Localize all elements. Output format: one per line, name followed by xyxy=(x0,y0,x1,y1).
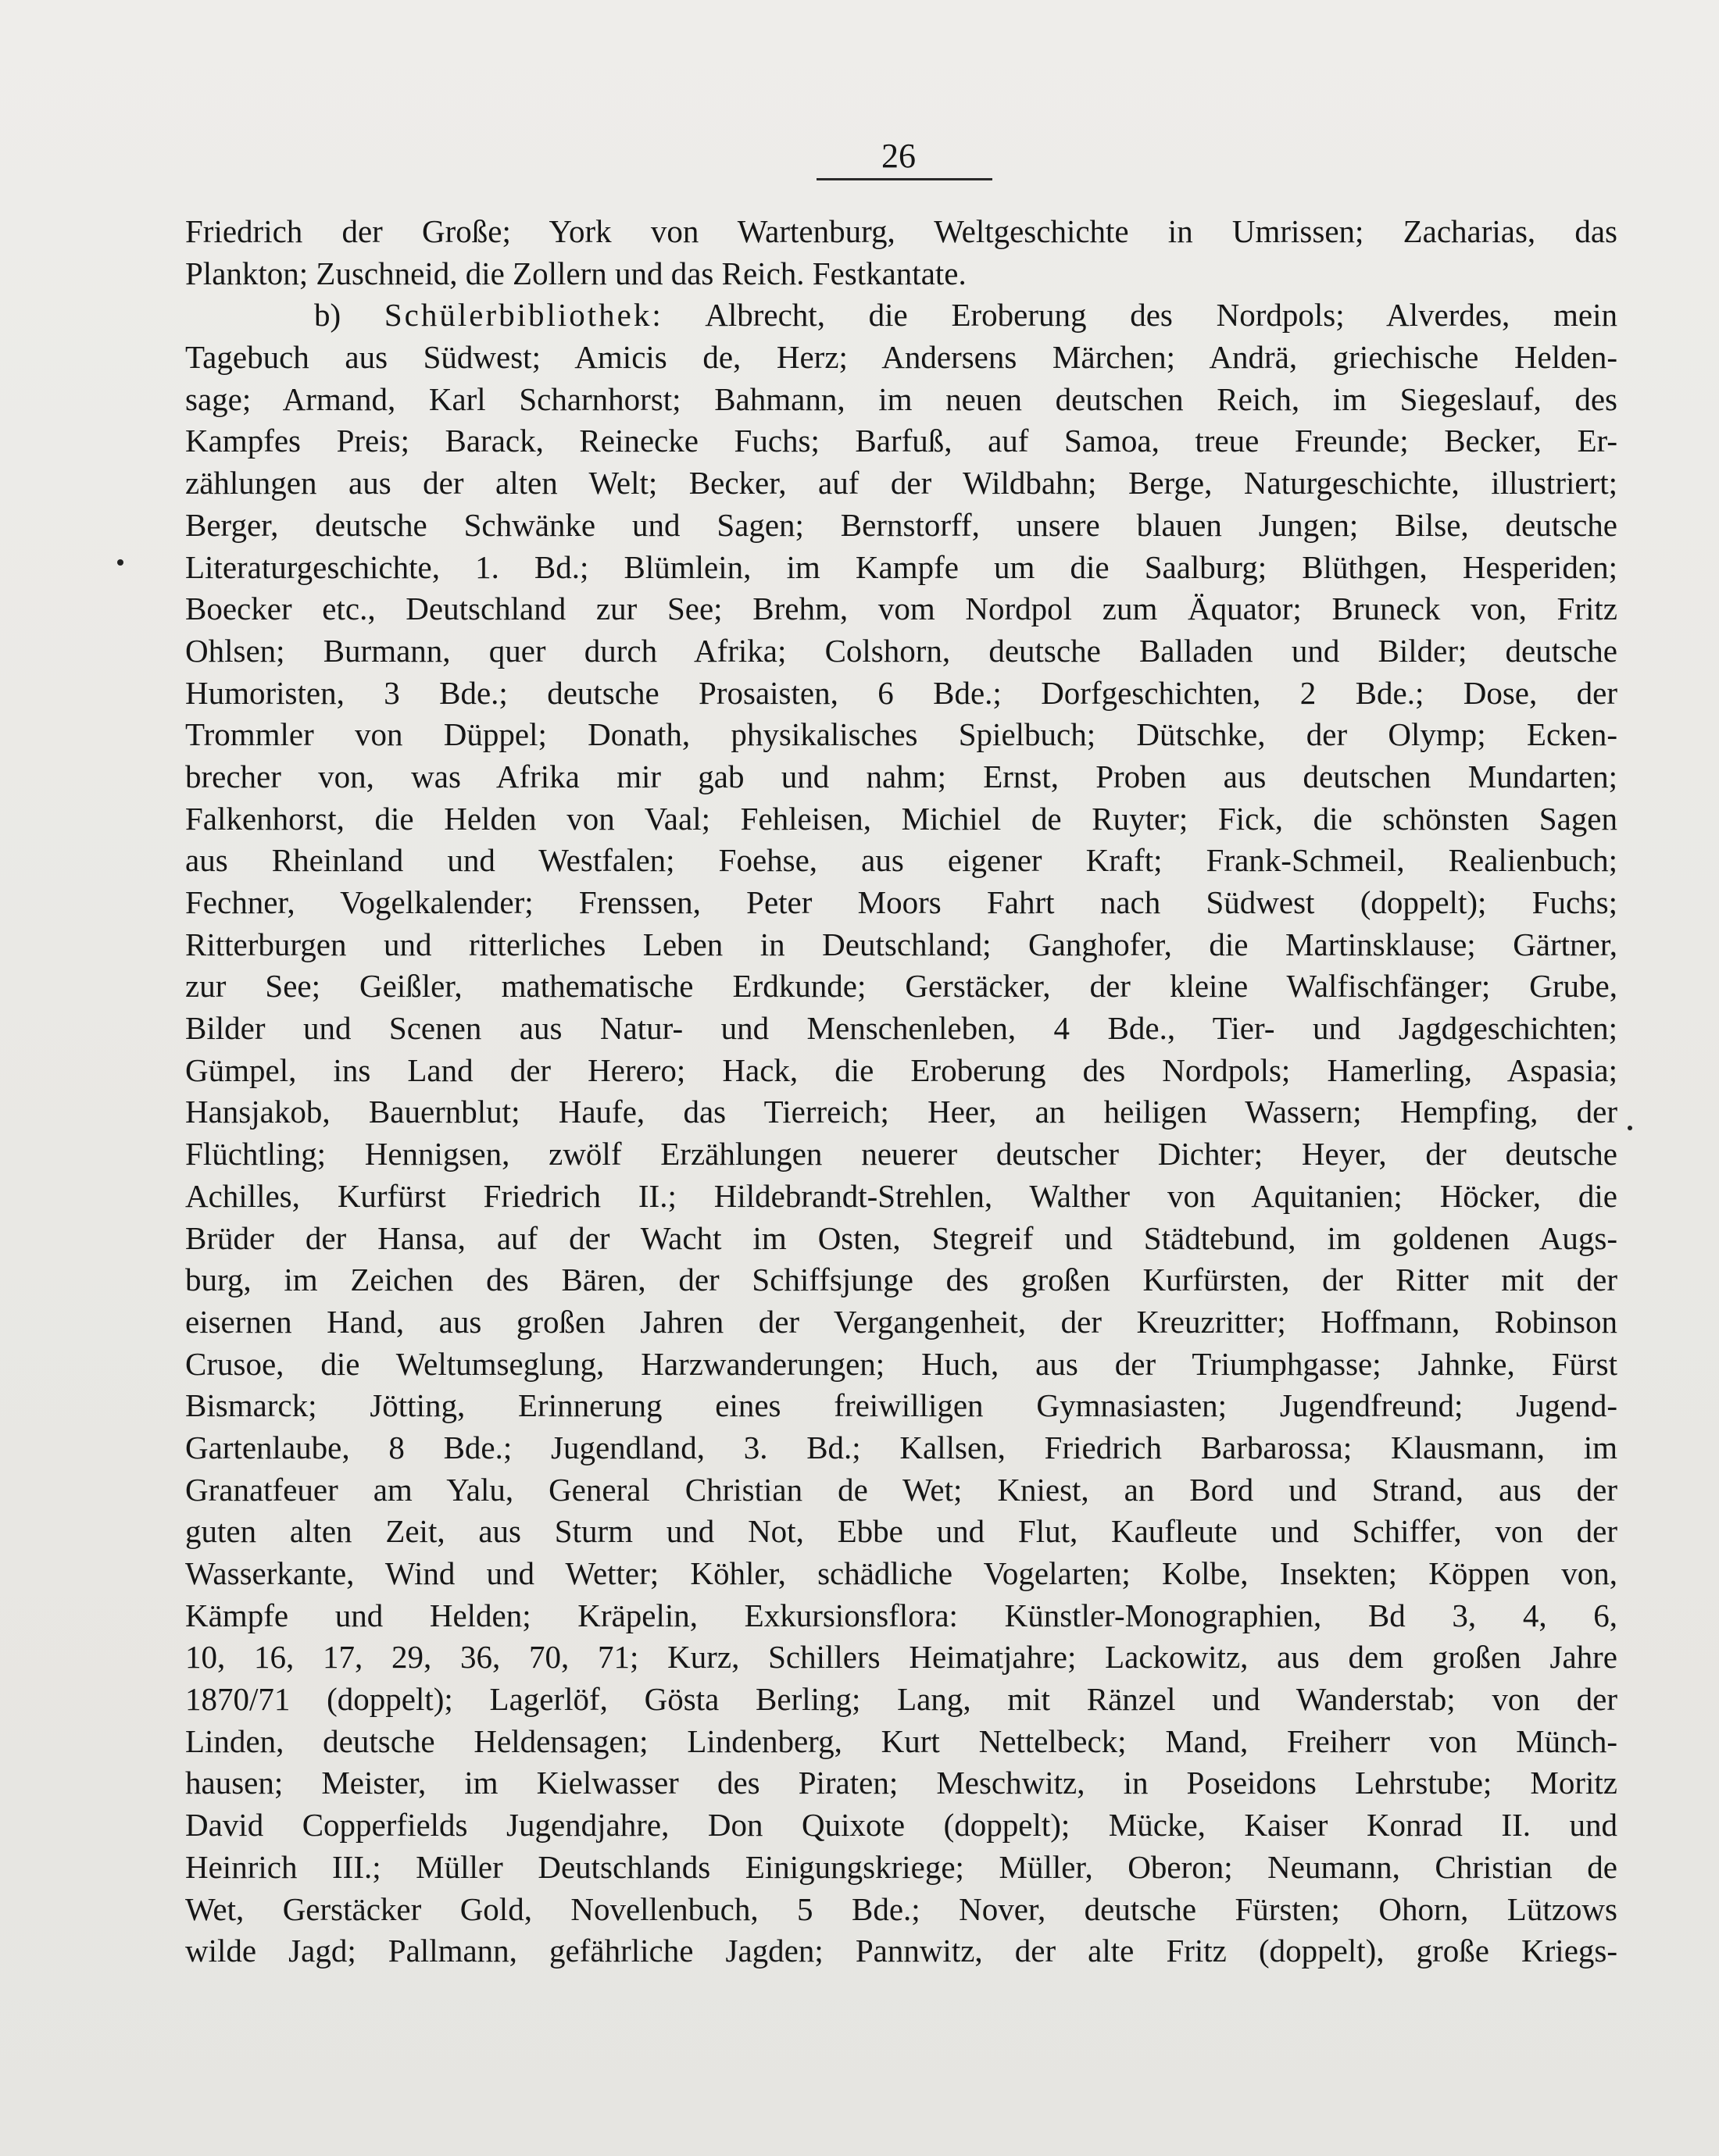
text-line: zählungen aus der alten Welt; Becker, auf der Wildbahn; Berge, Naturgeschichte, illustriert; xyxy=(185,465,1617,502)
text-line: Crusoe, die Weltumseglung, Harzwanderungen; Huch, aus der Triumphgasse; Jahnke, Fürst xyxy=(185,1345,1617,1382)
text-line: Boecker etc., Deutschland zur See; Brehm, vom Nordpol zum Äquator; Bruneck von, Fritz xyxy=(185,591,1617,627)
text-line: Granatfeuer am Yalu, General Christian de Wet; Kniest, an Bord und Strand, aus der xyxy=(185,1471,1617,1508)
text-line: Plankton; Zuschneid, die Zollern und das Reich. Festkantate. xyxy=(185,255,967,291)
text-line: guten alten Zeit, aus Sturm und Not, Ebbe und Flut, Kaufleute und Schiffer, von der xyxy=(185,1513,1617,1550)
header-rule xyxy=(817,178,992,180)
text-line: 10, 16, 17, 29, 36, 70, 71; Kurz, Schillers Heimatjahre; Lackowitz, aus dem großen Jahre xyxy=(185,1639,1617,1676)
text-line: aus Rheinland und Westfalen; Foehse, aus eigener Kraft; Frank-Schmeil, Realienbuch; xyxy=(185,842,1617,879)
text-line: Ohlsen; Burmann, quer durch Afrika; Colshorn, deutsche Balladen und Bilder; deutsche xyxy=(185,632,1617,669)
text-line: Linden, deutsche Heldensagen; Lindenberg, Kurt Nettelbeck; Mand, Freiherr von Münch- xyxy=(185,1722,1617,1759)
section-heading: Schülerbibliothek: xyxy=(384,297,663,334)
text-line: hausen; Meister, im Kielwasser des Piraten; Meschwitz, in Poseidons Lehrstube; Moritz xyxy=(185,1765,1617,1801)
text-line: Literaturgeschichte, 1. Bd.; Blümlein, im Kampfe um die Saalburg; Blüthgen, Hesperiden; xyxy=(185,548,1617,585)
paragraph-b-first-line xyxy=(185,294,1617,337)
text-line: Humoristen, 3 Bde.; deutsche Prosaisten, 6 Bde.; Dorfgeschichten, 2 Bde.; Dose, der xyxy=(185,674,1617,711)
margin-dot-mark xyxy=(1628,1126,1632,1130)
text-line: Trommler von Düppel; Donath, physikalisches Spielbuch; Dütschke, der Olymp; Ecken- xyxy=(185,716,1617,753)
text-line xyxy=(185,1972,1617,2015)
text-line: Berger, deutsche Schwänke und Sagen; Bernstorff, unsere blauen Jungen; Bilse, deutsche xyxy=(185,506,1617,543)
text-line: zur See; Geißler, mathematische Erdkunde; Gerstäcker, der kleine Walfischfänger; Grube, xyxy=(185,968,1617,1005)
text-line: Wet, Gerstäcker Gold, Novellenbuch, 5 Bde.; Nover, deutsche Fürsten; Ohorn, Lützows xyxy=(185,1890,1617,1927)
text-line: sage; Armand, Karl Scharnhorst; Bahmann, im neuen deutschen Reich, im Siegeslauf, des xyxy=(185,380,1617,417)
page-number: 26 xyxy=(881,137,916,175)
text-line: Achilles, Kurfürst Friedrich II.; Hildebrandt-Strehlen, Walther von Aquitanien; Höcker, die xyxy=(185,1177,1617,1214)
body-text xyxy=(185,211,1617,2015)
text-line: 1870/71 (doppelt); Lagerlöf, Gösta Berling; Lang, mit Ränzel und Wanderstab; von der xyxy=(185,1681,1617,1718)
text-line: wilde Jagd; Pallmann, gefährliche Jagden; Pannwitz, der alte Fritz (doppelt), große Kriegs- xyxy=(185,1933,1617,1969)
text-line: Falkenhorst, die Helden von Vaal; Fehleisen, Michiel de Ruyter; Fick, die schönsten Sagen xyxy=(185,800,1617,837)
text-line: Ritterburgen und ritterliches Leben in Deutschland; Ganghofer, die Martinsklause; Gärtner, xyxy=(185,926,1617,962)
margin-dot-mark xyxy=(117,559,123,566)
text-line: Tagebuch aus Südwest; Amicis de, Herz; Andersens Märchen; Andrä, griechische Helden- xyxy=(185,339,1617,376)
text-line: Hansjakob, Bauernblut; Haufe, das Tierreich; Heer, an heiligen Wassern; Hempfing, der xyxy=(185,1094,1617,1130)
text-line: Friedrich der Große; York von Wartenburg, Weltgeschichte in Umrissen; Zacharias, das xyxy=(185,213,1617,249)
text-line: brecher von, was Afrika mir gab und nahm; Ernst, Proben aus deutschen Mundarten; xyxy=(185,758,1617,794)
text-line: Heinrich III.; Müller Deutschlands Einigungskriege; Müller, Oberon; Neumann, Christian de xyxy=(185,1848,1617,1885)
text-line: Gartenlaube, 8 Bde.; Jugendland, 3. Bd.; Kallsen, Friedrich Barbarossa; Klausmann, im xyxy=(185,1429,1617,1465)
text-line: burg, im Zeichen des Bären, der Schiffsjunge des großen Kurfürsten, der Ritter mit der xyxy=(185,1262,1617,1298)
text-line: Brüder der Hansa, auf der Wacht im Osten, Stegreif und Städtebund, im goldenen Augs- xyxy=(185,1219,1617,1256)
text-line: Albrecht, die Eroberung des Nordpols; Alverdes, mein xyxy=(705,297,1617,334)
text-line: Bismarck; Jötting, Erinnerung eines freiwilligen Gymnasiasten; Jugendfreund; Jugend- xyxy=(185,1387,1617,1424)
text-line: Bilder und Scenen aus Natur- und Menschenleben, 4 Bde., Tier- und Jagdgeschichten; xyxy=(185,1010,1617,1047)
text-line: Gümpel, ins Land der Herero; Hack, die Eroberung des Nordpols; Hamerling, Aspasia; xyxy=(185,1051,1617,1088)
text-line: Fechner, Vogelkalender; Frenssen, Peter Moors Fahrt nach Südwest (doppelt); Fuchs; xyxy=(185,884,1617,920)
paragraph-marker: b) xyxy=(314,297,341,334)
text-line: Wasserkante, Wind und Wetter; Köhler, schädliche Vogelarten; Kolbe, Insekten; Köppen von, xyxy=(185,1555,1617,1591)
text-line: Kämpfe und Helden; Kräpelin, Exkursionsflora: Künstler-Monographien, Bd 3, 4, 6, xyxy=(185,1597,1617,1633)
text-line: eisernen Hand, aus großen Jahren der Vergangenheit, der Kreuzritter; Hoffmann, Robinson xyxy=(185,1303,1617,1340)
text-line: Kampfes Preis; Barack, Reinecke Fuchs; Barfuß, auf Samoa, treue Freunde; Becker, Er- xyxy=(185,423,1617,459)
text-line: Flüchtling; Hennigsen, zwölf Erzählungen neuerer deutscher Dichter; Heyer, der deutsche xyxy=(185,1136,1617,1173)
text-line: David Copperfields Jugendjahre, Don Quixote (doppelt); Mücke, Kaiser Konrad II. und xyxy=(185,1807,1617,1844)
